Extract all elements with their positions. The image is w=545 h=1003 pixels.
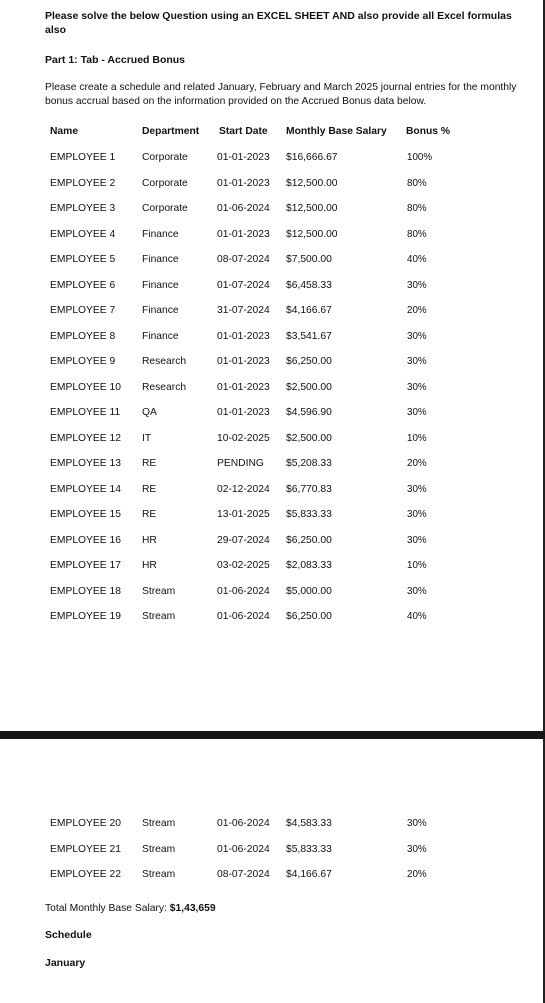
header-name: Name xyxy=(50,126,79,137)
table-row xyxy=(0,254,543,272)
cell-bonus: 30% xyxy=(407,509,427,520)
part-title: Part 1: Tab - Accrued Bonus xyxy=(45,54,186,66)
cell-name: EMPLOYEE 10 xyxy=(50,381,121,393)
table-row xyxy=(0,611,543,629)
cell-department: Corporate xyxy=(142,203,188,214)
cell-bonus: 30% xyxy=(407,534,427,546)
cell-salary: $2,083.33 xyxy=(286,560,332,571)
cell-start-date: 29-07-2024 xyxy=(217,534,270,546)
cell-department: HR xyxy=(142,560,157,571)
cell-bonus: 30% xyxy=(407,407,427,418)
table-row xyxy=(0,535,543,553)
cell-department: Corporate xyxy=(142,152,188,163)
cell-department: Corporate xyxy=(142,177,188,189)
cell-salary: $6,250.00 xyxy=(286,534,332,546)
table-row xyxy=(0,484,543,502)
cell-name: EMPLOYEE 4 xyxy=(50,228,116,240)
cell-start-date: 01-01-2023 xyxy=(217,407,270,418)
cell-start-date: 03-02-2025 xyxy=(217,560,270,571)
table-row xyxy=(0,280,543,298)
schedule-label: Schedule xyxy=(45,929,92,941)
cell-salary: $5,833.33 xyxy=(286,509,332,520)
cell-bonus: 30% xyxy=(407,585,427,597)
cell-department: RE xyxy=(142,509,157,520)
table-row xyxy=(0,818,543,836)
cell-bonus: 30% xyxy=(407,330,427,342)
total-monthly-base-salary xyxy=(45,903,216,914)
total-value: $1,43,659 xyxy=(169,903,216,914)
cell-start-date: 31-07-2024 xyxy=(217,305,270,316)
cell-salary: $4,596.90 xyxy=(286,407,332,418)
page-break-separator xyxy=(0,731,545,739)
cell-bonus: 80% xyxy=(407,203,427,214)
table-row xyxy=(0,509,543,527)
cell-start-date: 01-01-2023 xyxy=(217,152,270,163)
header-monthly-base-salary: Monthly Base Salary xyxy=(286,126,387,137)
cell-name: EMPLOYEE 19 xyxy=(50,611,121,622)
cell-department: Stream xyxy=(142,611,176,622)
cell-start-date: 01-06-2024 xyxy=(217,818,270,829)
cell-department: Finance xyxy=(142,279,179,291)
cell-bonus: 20% xyxy=(407,869,427,880)
cell-salary: $5,833.33 xyxy=(286,843,332,855)
cell-start-date: 01-01-2023 xyxy=(217,330,270,342)
cell-salary: $2,500.00 xyxy=(286,432,332,444)
cell-name: EMPLOYEE 20 xyxy=(50,818,121,829)
cell-salary: $5,208.33 xyxy=(286,458,332,469)
cell-start-date: 10-02-2025 xyxy=(217,432,270,444)
cell-bonus: 30% xyxy=(407,843,427,855)
cell-salary: $7,500.00 xyxy=(286,254,332,265)
cell-start-date: 01-01-2023 xyxy=(217,228,270,240)
table-row xyxy=(0,586,543,604)
table-row xyxy=(0,178,543,196)
cell-salary: $12,500.00 xyxy=(286,177,338,189)
cell-name: EMPLOYEE 15 xyxy=(50,509,121,520)
cell-bonus: 10% xyxy=(407,560,427,571)
cell-bonus: 40% xyxy=(407,254,427,265)
cell-bonus: 30% xyxy=(407,279,427,291)
cell-name: EMPLOYEE 16 xyxy=(50,534,121,546)
cell-start-date: 02-12-2024 xyxy=(217,483,270,495)
cell-start-date: PENDING xyxy=(217,458,264,469)
cell-start-date: 01-06-2024 xyxy=(217,203,270,214)
cell-start-date: 01-07-2024 xyxy=(217,279,270,291)
cell-name: EMPLOYEE 8 xyxy=(50,330,116,342)
cell-salary: $4,166.67 xyxy=(286,305,332,316)
cell-name: EMPLOYEE 22 xyxy=(50,869,121,880)
table-row xyxy=(0,356,543,374)
cell-salary: $6,458.33 xyxy=(286,279,332,291)
cell-department: Finance xyxy=(142,254,179,265)
cell-name: EMPLOYEE 17 xyxy=(50,560,121,571)
header-department: Department xyxy=(142,126,200,137)
month-label: January xyxy=(45,957,86,969)
cell-name: EMPLOYEE 6 xyxy=(50,279,116,291)
cell-name: EMPLOYEE 18 xyxy=(50,585,121,597)
table-row xyxy=(0,844,543,862)
table-row xyxy=(0,331,543,349)
cell-name: EMPLOYEE 7 xyxy=(50,305,116,316)
cell-salary: $5,000.00 xyxy=(286,585,332,597)
cell-start-date: 08-07-2024 xyxy=(217,869,270,880)
cell-bonus: 30% xyxy=(407,381,427,393)
cell-name: EMPLOYEE 13 xyxy=(50,458,121,469)
cell-name: EMPLOYEE 3 xyxy=(50,203,116,214)
cell-bonus: 20% xyxy=(407,458,427,469)
cell-department: RE xyxy=(142,483,157,495)
cell-department: Research xyxy=(142,381,187,393)
cell-department: Finance xyxy=(142,330,179,342)
intro-paragraph: Please create a schedule and related January, February and March 2025 journal entries for the monthly bonus accrual based on the information provided on the Accrued Bonus data below. xyxy=(45,82,517,107)
cell-salary: $12,500.00 xyxy=(286,203,338,214)
cell-name: EMPLOYEE 5 xyxy=(50,254,116,265)
header-bonus-percent: Bonus % xyxy=(406,126,451,137)
cell-department: HR xyxy=(142,534,157,546)
table-row xyxy=(0,458,543,476)
cell-department: QA xyxy=(142,407,157,418)
question-heading: Please solve the below Question using an EXCEL SHEET AND also provide all Excel formulas also xyxy=(45,10,512,36)
table-row xyxy=(0,305,543,323)
cell-department: IT xyxy=(142,432,152,444)
cell-salary: $16,666.67 xyxy=(286,152,338,163)
cell-salary: $6,770.83 xyxy=(286,483,332,495)
cell-name: EMPLOYEE 14 xyxy=(50,483,121,495)
cell-salary: $3,541.67 xyxy=(286,330,332,342)
cell-bonus: 80% xyxy=(407,228,427,240)
cell-name: EMPLOYEE 2 xyxy=(50,177,116,189)
table-row xyxy=(0,229,543,247)
cell-bonus: 10% xyxy=(407,432,427,444)
cell-bonus: 100% xyxy=(407,152,433,163)
table-row xyxy=(0,382,543,400)
cell-start-date: 01-06-2024 xyxy=(217,843,270,855)
cell-bonus: 30% xyxy=(407,356,427,367)
table-row xyxy=(0,203,543,221)
cell-name: EMPLOYEE 1 xyxy=(50,152,116,163)
table-row xyxy=(0,152,543,170)
cell-bonus: 40% xyxy=(407,611,427,622)
cell-salary: $6,250.00 xyxy=(286,611,332,622)
cell-salary: $4,166.67 xyxy=(286,869,332,880)
cell-start-date: 01-01-2023 xyxy=(217,177,270,189)
table-row xyxy=(0,869,543,887)
cell-start-date: 01-06-2024 xyxy=(217,585,270,597)
cell-department: Research xyxy=(142,356,187,367)
header-start-date: Start Date xyxy=(219,126,268,137)
cell-name: EMPLOYEE 11 xyxy=(50,407,121,418)
total-label: Total Monthly Base Salary: xyxy=(45,903,167,914)
cell-department: Stream xyxy=(142,585,176,597)
cell-department: Finance xyxy=(142,228,179,240)
cell-name: EMPLOYEE 12 xyxy=(50,432,121,444)
cell-salary: $4,583.33 xyxy=(286,818,332,829)
table-row xyxy=(0,560,543,578)
table-row xyxy=(0,433,543,451)
cell-start-date: 01-06-2024 xyxy=(217,611,270,622)
cell-department: Finance xyxy=(142,305,179,316)
cell-name: EMPLOYEE 21 xyxy=(50,843,121,855)
cell-name: EMPLOYEE 9 xyxy=(50,356,116,367)
cell-start-date: 01-01-2023 xyxy=(217,356,270,367)
cell-bonus: 30% xyxy=(407,818,427,829)
cell-salary: $2,500.00 xyxy=(286,381,332,393)
cell-bonus: 80% xyxy=(407,177,427,189)
cell-start-date: 08-07-2024 xyxy=(217,254,270,265)
cell-bonus: 20% xyxy=(407,305,427,316)
cell-salary: $6,250.00 xyxy=(286,356,332,367)
cell-salary: $12,500.00 xyxy=(286,228,338,240)
cell-department: RE xyxy=(142,458,157,469)
cell-department: Stream xyxy=(142,869,176,880)
cell-department: Stream xyxy=(142,818,176,829)
cell-start-date: 01-01-2023 xyxy=(217,381,270,393)
cell-bonus: 30% xyxy=(407,483,427,495)
cell-start-date: 13-01-2025 xyxy=(217,509,270,520)
cell-department: Stream xyxy=(142,843,176,855)
table-row xyxy=(0,407,543,425)
